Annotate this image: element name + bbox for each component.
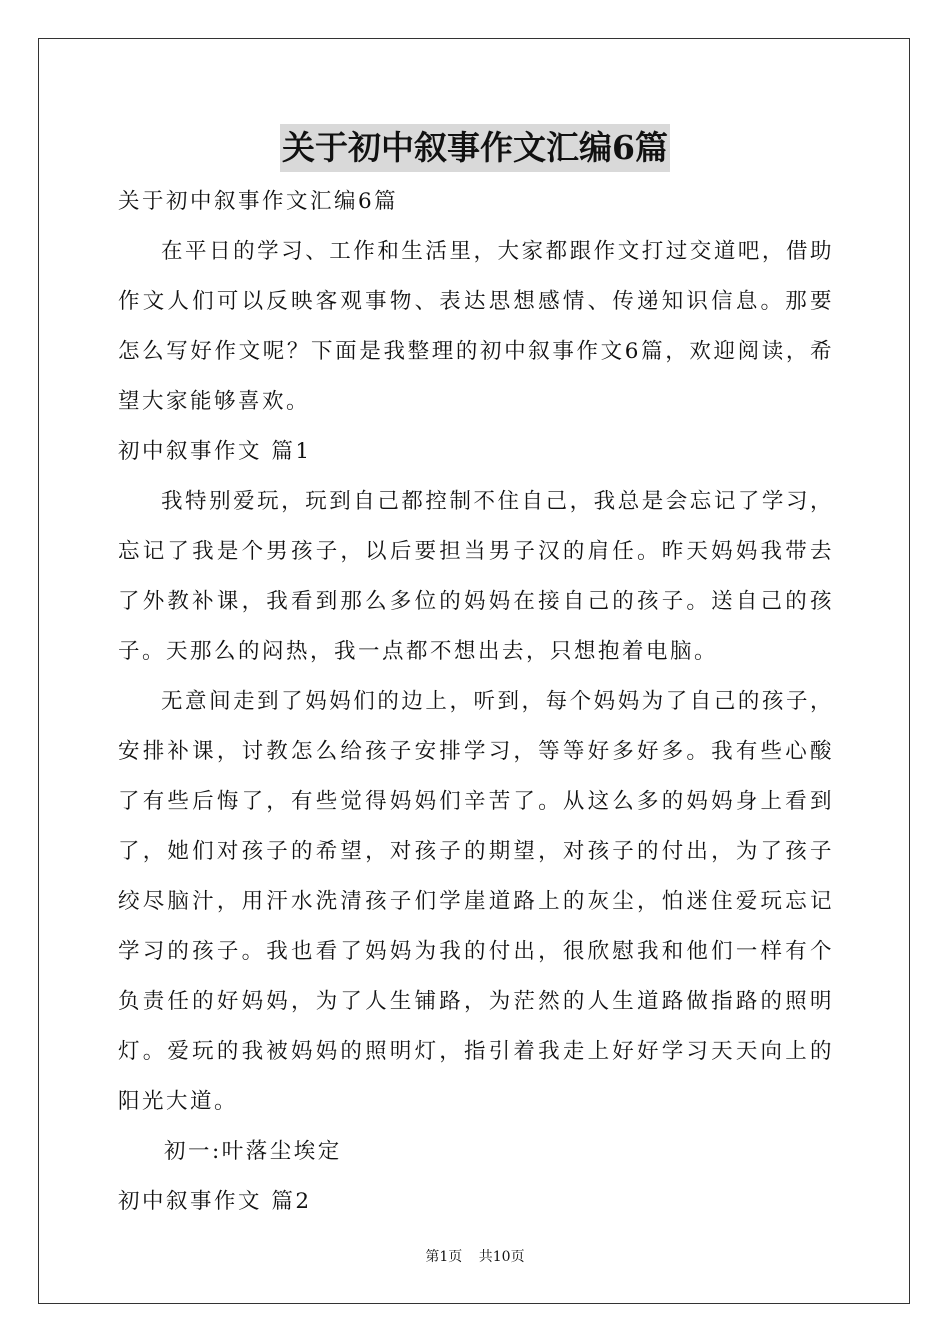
page-footer — [0, 1246, 950, 1266]
section-1-paragraph-2: 无意间走到了妈妈们的边上，听到，每个妈妈为了自己的孩子，安排补课，讨教怎么给孩子安排学习，等等好多好多。我有些心酸了有些后悔了，有些觉得妈妈们辛苦了。从这么多的妈妈身上看到了，她们对孩子的希望，对孩子的期望，对孩子的付出，为了孩子绞尽脑汁，用汗水洗清孩子们学崖道路上的灰尘，怕迷住爱玩忘记学习的孩子。我也看了妈妈为我的付出，很欣慰我和他们一样有个负责任的好妈妈，为了人生铺路，为茫然的人生道路做指路的照明灯。爱玩的我被妈妈的照明灯，指引着我走上好好学习天天向上的阳光大道。 — [118, 689, 834, 1114]
subtitle-line: 关于初中叙事作文汇编6篇 — [118, 189, 399, 214]
page-total: 共10页 — [478, 1249, 525, 1265]
intro-paragraph: 在平日的学习、工作和生活里，大家都跟作文打过交道吧，借助作文人们可以反映客观事物、表达思想感情、传递知识信息。那要怎么写好作文呢？下面是我整理的初中叙事作文6篇，欢迎阅读，希望大家能够喜欢。 — [118, 239, 834, 414]
document-body — [118, 177, 834, 1227]
section-1-heading: 初中叙事作文 篇1 — [118, 439, 312, 464]
section-2-heading: 初中叙事作文 篇2 — [118, 1189, 312, 1214]
section-1-paragraph-1: 我特别爱玩，玩到自己都控制不住自己，我总是会忘记了学习，忘记了我是个男孩子，以后要担当男子汉的肩任。昨天妈妈我带去了外教补课，我看到那么多位的妈妈在接自己的孩子。送自己的孩子。天那么的闷热，我一点都不想出去，只想抱着电脑。 — [118, 489, 834, 664]
section-1-signature: 初一:叶落尘埃定 — [164, 1139, 342, 1164]
page-number: 第1页 — [425, 1249, 463, 1265]
document-title: 关于初中叙事作文汇编6篇 — [280, 124, 670, 172]
title-area — [0, 124, 950, 172]
